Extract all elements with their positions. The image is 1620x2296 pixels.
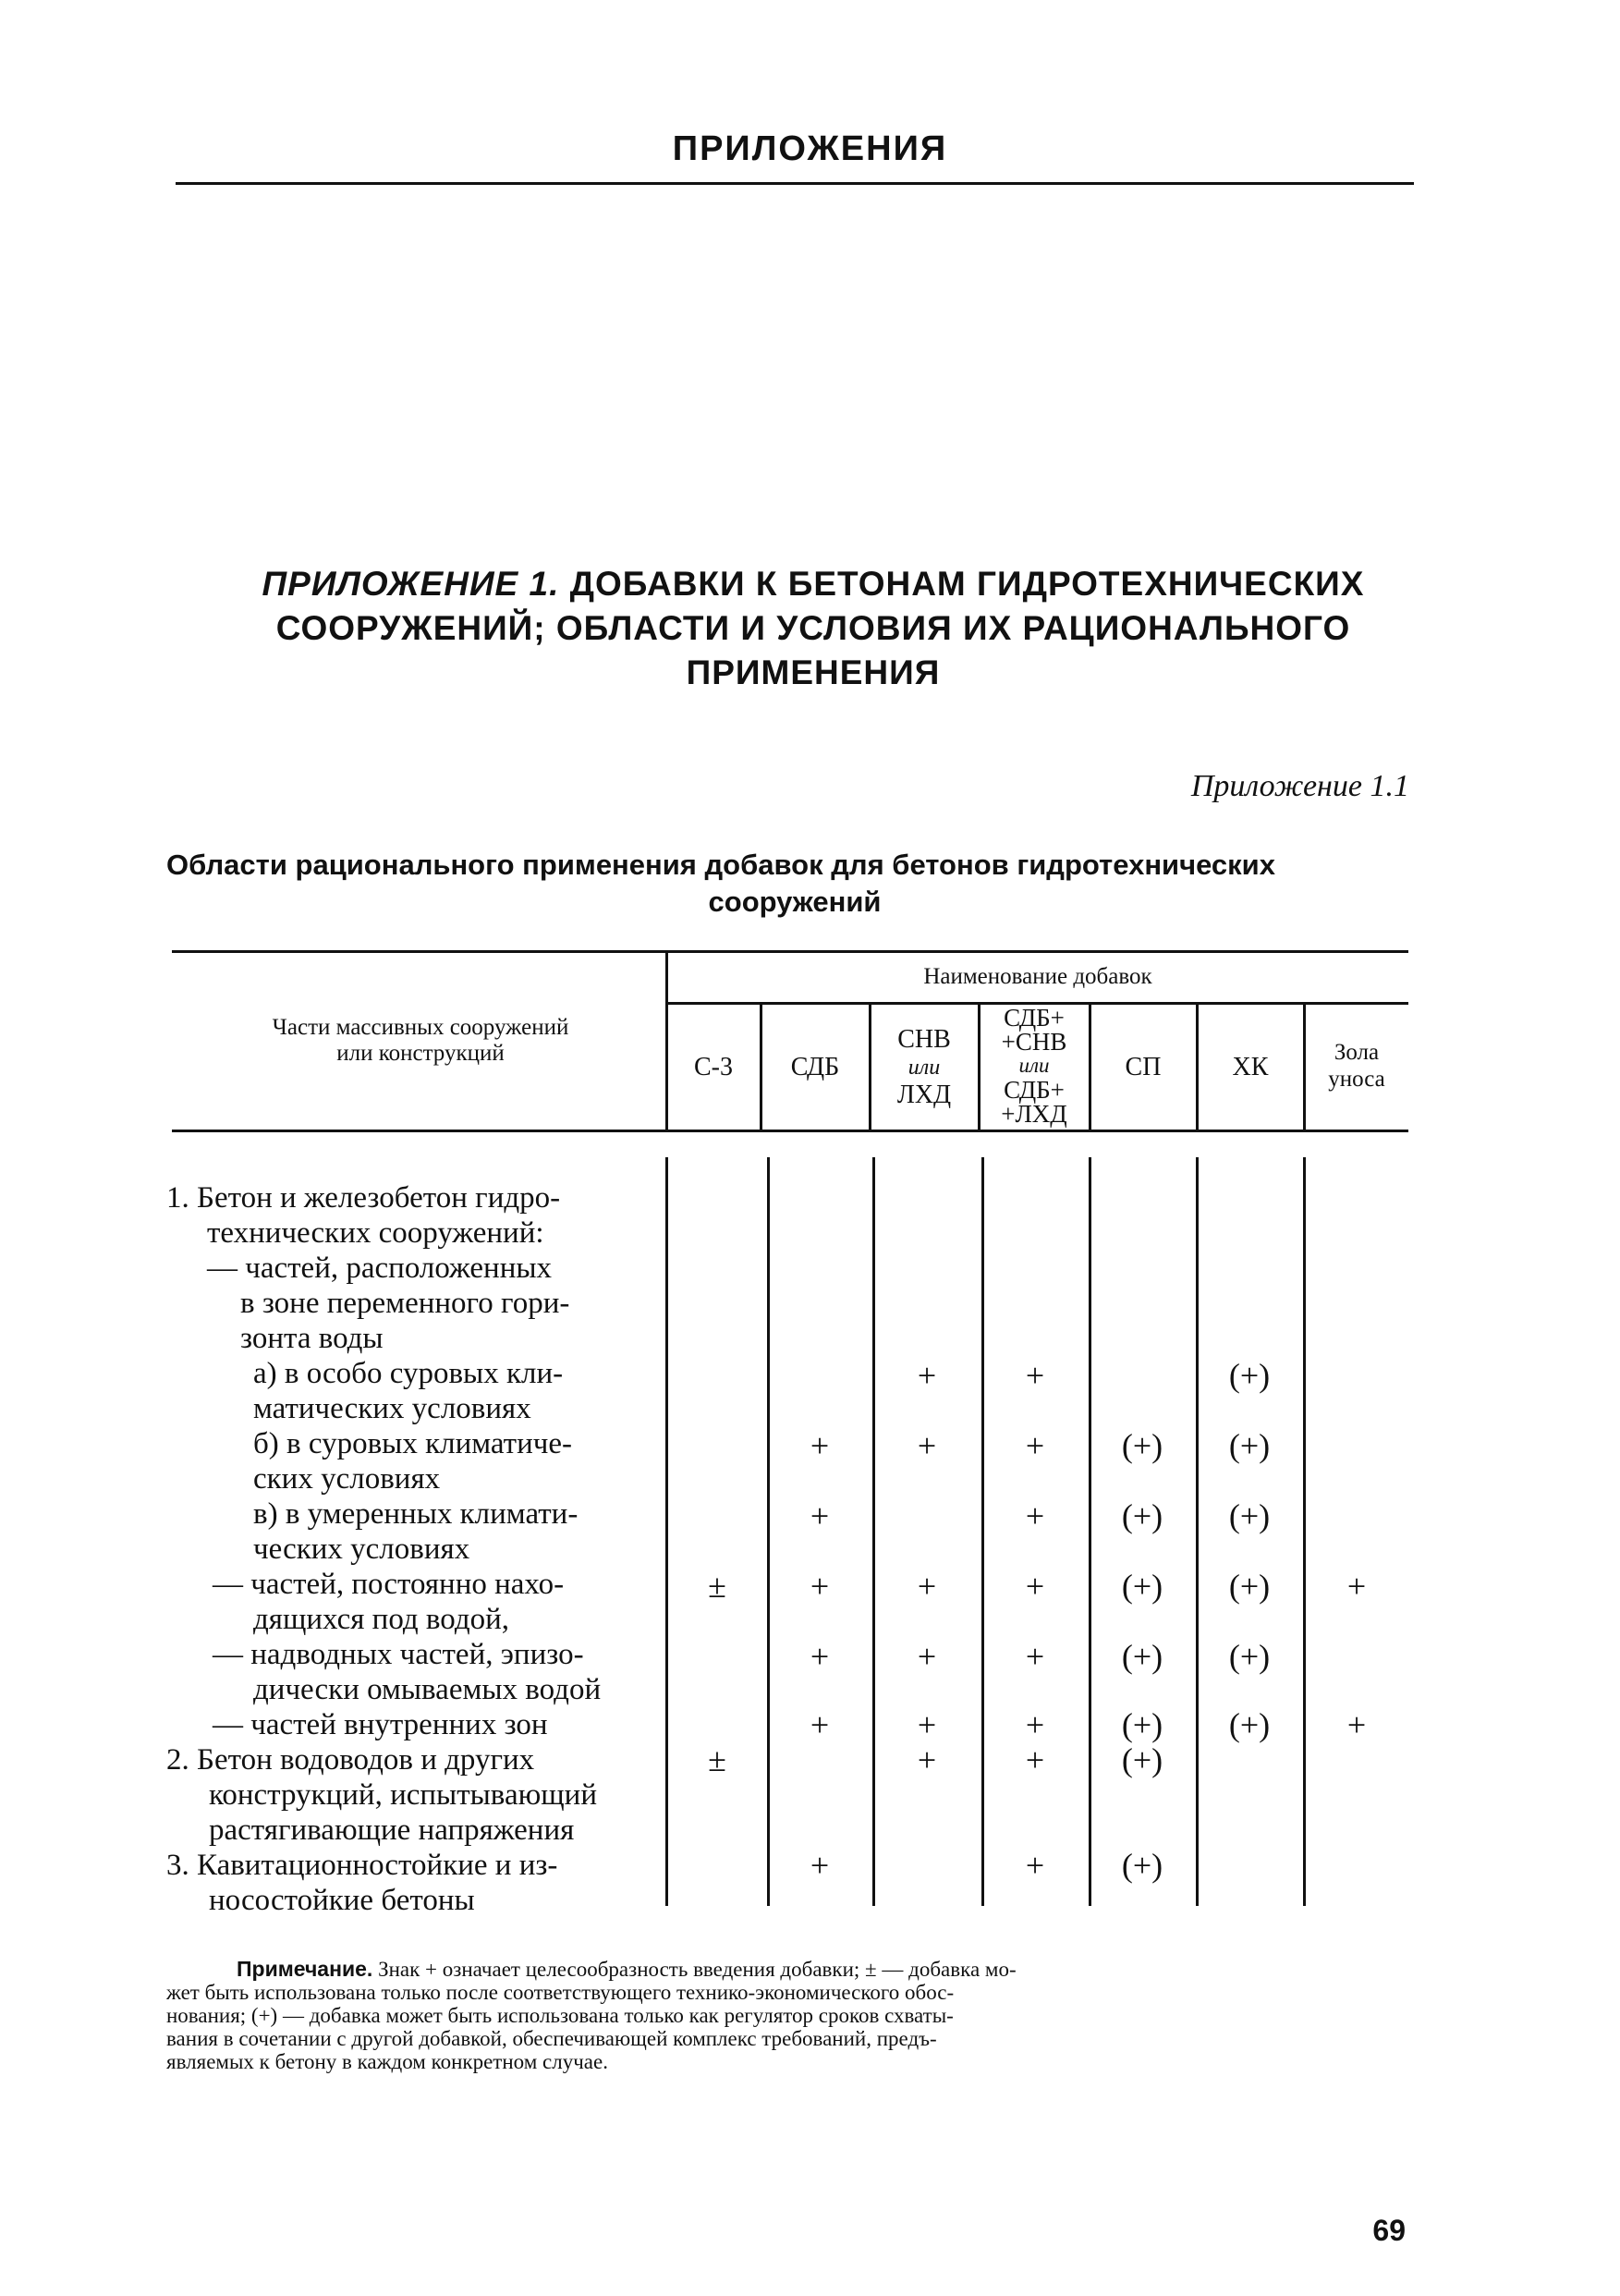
mark-row_v-hk: (+) xyxy=(1228,1497,1271,1534)
body-divider xyxy=(665,1157,668,1906)
row-line: матических условиях xyxy=(253,1392,531,1425)
header-bottom-rule xyxy=(172,1130,1408,1132)
row-line: — частей, постоянно нахо- xyxy=(213,1568,565,1601)
row-line: ческих условиях xyxy=(253,1533,470,1566)
row-line: 2. Бетон водоводов и других xyxy=(166,1743,535,1777)
appendix-title-line-1 xyxy=(185,562,1442,606)
mark-row_b-sdb_snv: + xyxy=(1025,1427,1045,1464)
row-line: — надводных частей, эпизо- xyxy=(213,1638,584,1671)
row-line: растягивающие напряжения xyxy=(209,1814,575,1847)
page-number: 69 xyxy=(1372,2214,1406,2247)
mark-row_above_water-sdb: + xyxy=(810,1638,830,1675)
note-line: являемых к бетону в каждом конкретном случае. xyxy=(166,2050,608,2073)
mark-row_inner-sdb: + xyxy=(810,1706,830,1743)
mark-row_under_water-zola: + xyxy=(1346,1568,1367,1605)
column-header-hk xyxy=(1198,1054,1303,1081)
mark-row_under_water-hk: (+) xyxy=(1228,1568,1271,1605)
row-line: конструкций, испытывающий xyxy=(209,1778,597,1812)
column-header-snv-line: ЛХД xyxy=(896,1081,952,1109)
mark-row_above_water-sdb_snv: + xyxy=(1025,1638,1045,1675)
group-header: Наименование добавок xyxy=(923,964,1152,989)
mark-row_2-snv: + xyxy=(917,1741,937,1778)
column-header-sdb-snv-line: +ЛХД xyxy=(1001,1100,1067,1128)
body-divider xyxy=(1089,1157,1091,1906)
column-header-zola xyxy=(1305,1039,1408,1093)
note-label: Примечание. xyxy=(237,1957,373,1981)
table-caption xyxy=(166,847,1423,921)
note-line: жет быть использована только после соответствующего технико-экономического обос- xyxy=(166,1981,955,2004)
table-caption-line-2: сооружений xyxy=(708,885,882,918)
column-header-sdb xyxy=(761,1054,869,1081)
mark-row_b-snv: + xyxy=(917,1427,937,1464)
appendix-title-line-3: ПРИМЕНЕНИЯ xyxy=(686,653,941,691)
row-line: технических сооружений: xyxy=(207,1216,544,1250)
row-line: 1. Бетон и железобетон гидро- xyxy=(166,1181,561,1215)
row-header-line-2: или конструкций xyxy=(336,1041,505,1066)
row-line: дически омываемых водой xyxy=(253,1673,602,1706)
mark-row_2-sdb_snv: + xyxy=(1025,1741,1045,1778)
header-rule xyxy=(176,182,1414,185)
row-line: зонта воды xyxy=(240,1322,384,1355)
mark-row_3-sdb_snv: + xyxy=(1025,1847,1045,1884)
mark-row_inner-hk: (+) xyxy=(1228,1706,1271,1743)
mark-row_2-c3: ± xyxy=(708,1741,726,1778)
mark-row_inner-sdb_snv: + xyxy=(1025,1706,1045,1743)
body-divider xyxy=(981,1157,984,1906)
column-header-sdb-snv-line: +СНВ xyxy=(1001,1028,1067,1056)
table-caption-line-1: Области рационального применения добавок для бетонов гидротехнических xyxy=(166,849,1275,881)
mark-row_under_water-c3: ± xyxy=(708,1568,726,1605)
mark-row_inner-zola: + xyxy=(1346,1706,1367,1743)
column-header-snv-line: СНВ xyxy=(897,1025,951,1054)
note-line: нования; (+) — добавка может быть использована только как регулятор сроков схваты- xyxy=(166,2004,954,2027)
mark-row_v-sdb_snv: + xyxy=(1025,1497,1045,1534)
column-header-sdb-snv-line: или xyxy=(1018,1054,1050,1077)
mark-row_above_water-snv: + xyxy=(917,1638,937,1675)
column-header-sp-label: СП xyxy=(1125,1053,1162,1081)
mark-row_v-sp: (+) xyxy=(1121,1497,1163,1534)
appendix-reference: Приложение 1.1 xyxy=(1190,769,1409,803)
row-line: дящихся под водой, xyxy=(253,1603,510,1636)
mark-row_b-sdb: + xyxy=(810,1427,830,1464)
mark-row_under_water-sdb_snv: + xyxy=(1025,1568,1045,1605)
mark-row_3-sdb: + xyxy=(810,1847,830,1884)
row-header-line-1: Части массивных сооружений xyxy=(272,1015,569,1040)
appendix-title-prefix: ПРИЛОЖЕНИЕ 1. xyxy=(262,565,560,603)
mark-row_a-hk: (+) xyxy=(1228,1357,1271,1394)
column-header-zola-line: уноса xyxy=(1328,1067,1385,1092)
appendix-title-line-2: СООРУЖЕНИЙ; ОБЛАСТИ И УСЛОВИЯ ИХ РАЦИОНАЛЬНОГО xyxy=(275,609,1351,647)
column-header-hk-label: ХК xyxy=(1232,1053,1269,1081)
row-line: а) в особо суровых кли- xyxy=(253,1357,564,1390)
row-line: — частей внутренних зон xyxy=(213,1708,548,1741)
mark-row_inner-snv: + xyxy=(917,1706,937,1743)
note-text: Знак + означает целесообразность введения добавки; ± — добавка мо- xyxy=(378,1958,1017,1981)
mark-row_under_water-sdb: + xyxy=(810,1568,830,1605)
mark-row_under_water-sp: (+) xyxy=(1121,1568,1163,1605)
mark-row_under_water-snv: + xyxy=(917,1568,937,1605)
body-divider xyxy=(1196,1157,1199,1906)
table-note xyxy=(166,1958,1423,2073)
mark-row_above_water-sp: (+) xyxy=(1121,1638,1163,1675)
mark-row_b-sp: (+) xyxy=(1121,1427,1163,1464)
column-header-sdb-snv-line: СДБ+ xyxy=(1004,1076,1065,1104)
mark-row_a-sdb_snv: + xyxy=(1025,1357,1045,1394)
column-header-sp xyxy=(1090,1054,1196,1081)
row-line: носостойкие бетоны xyxy=(209,1884,475,1917)
row-line: б) в суровых климатиче- xyxy=(253,1427,573,1460)
column-header-sdb-snv xyxy=(980,1006,1089,1126)
appendix-title-line-1-rest: ДОБАВКИ К БЕТОНАМ ГИДРОТЕХНИЧЕСКИХ xyxy=(569,565,1365,603)
mark-row_a-snv: + xyxy=(917,1357,937,1394)
appendix-title xyxy=(185,562,1442,695)
column-header-snv-line: или xyxy=(907,1056,941,1080)
row-line: — частей, расположенных xyxy=(207,1252,553,1285)
mark-row_b-hk: (+) xyxy=(1228,1427,1271,1464)
body-divider xyxy=(872,1157,875,1906)
body-divider xyxy=(1303,1157,1306,1906)
note-line xyxy=(166,1958,1423,1981)
section-header: ПРИЛОЖЕНИЯ xyxy=(672,129,948,168)
mark-row_inner-sp: (+) xyxy=(1121,1706,1163,1743)
column-header-sdb-label: СДБ xyxy=(790,1053,840,1081)
table-top-rule xyxy=(172,950,1408,953)
row-line: ских условиях xyxy=(253,1462,441,1496)
mark-row_above_water-hk: (+) xyxy=(1228,1638,1271,1675)
row-header xyxy=(176,1015,665,1067)
body-divider xyxy=(767,1157,770,1906)
mark-row_3-sp: (+) xyxy=(1121,1847,1163,1884)
column-header-snv xyxy=(871,1026,978,1109)
mark-row_2-sp: (+) xyxy=(1121,1741,1163,1778)
row-line: в) в умеренных климати- xyxy=(253,1497,579,1531)
column-header-c3 xyxy=(667,1054,760,1081)
column-header-sdb-snv-line: СДБ+ xyxy=(1004,1004,1065,1032)
column-header-zola-line: Зола xyxy=(1334,1040,1380,1065)
column-header-c3-label: С-3 xyxy=(694,1053,733,1081)
row-line: 3. Кавитационностойкие и из- xyxy=(166,1849,558,1882)
mark-row_v-sdb: + xyxy=(810,1497,830,1534)
note-line: вания в сочетании с другой добавкой, обеспечивающей комплекс требований, предъ- xyxy=(166,2027,937,2050)
row-line: в зоне переменного гори- xyxy=(240,1287,570,1320)
